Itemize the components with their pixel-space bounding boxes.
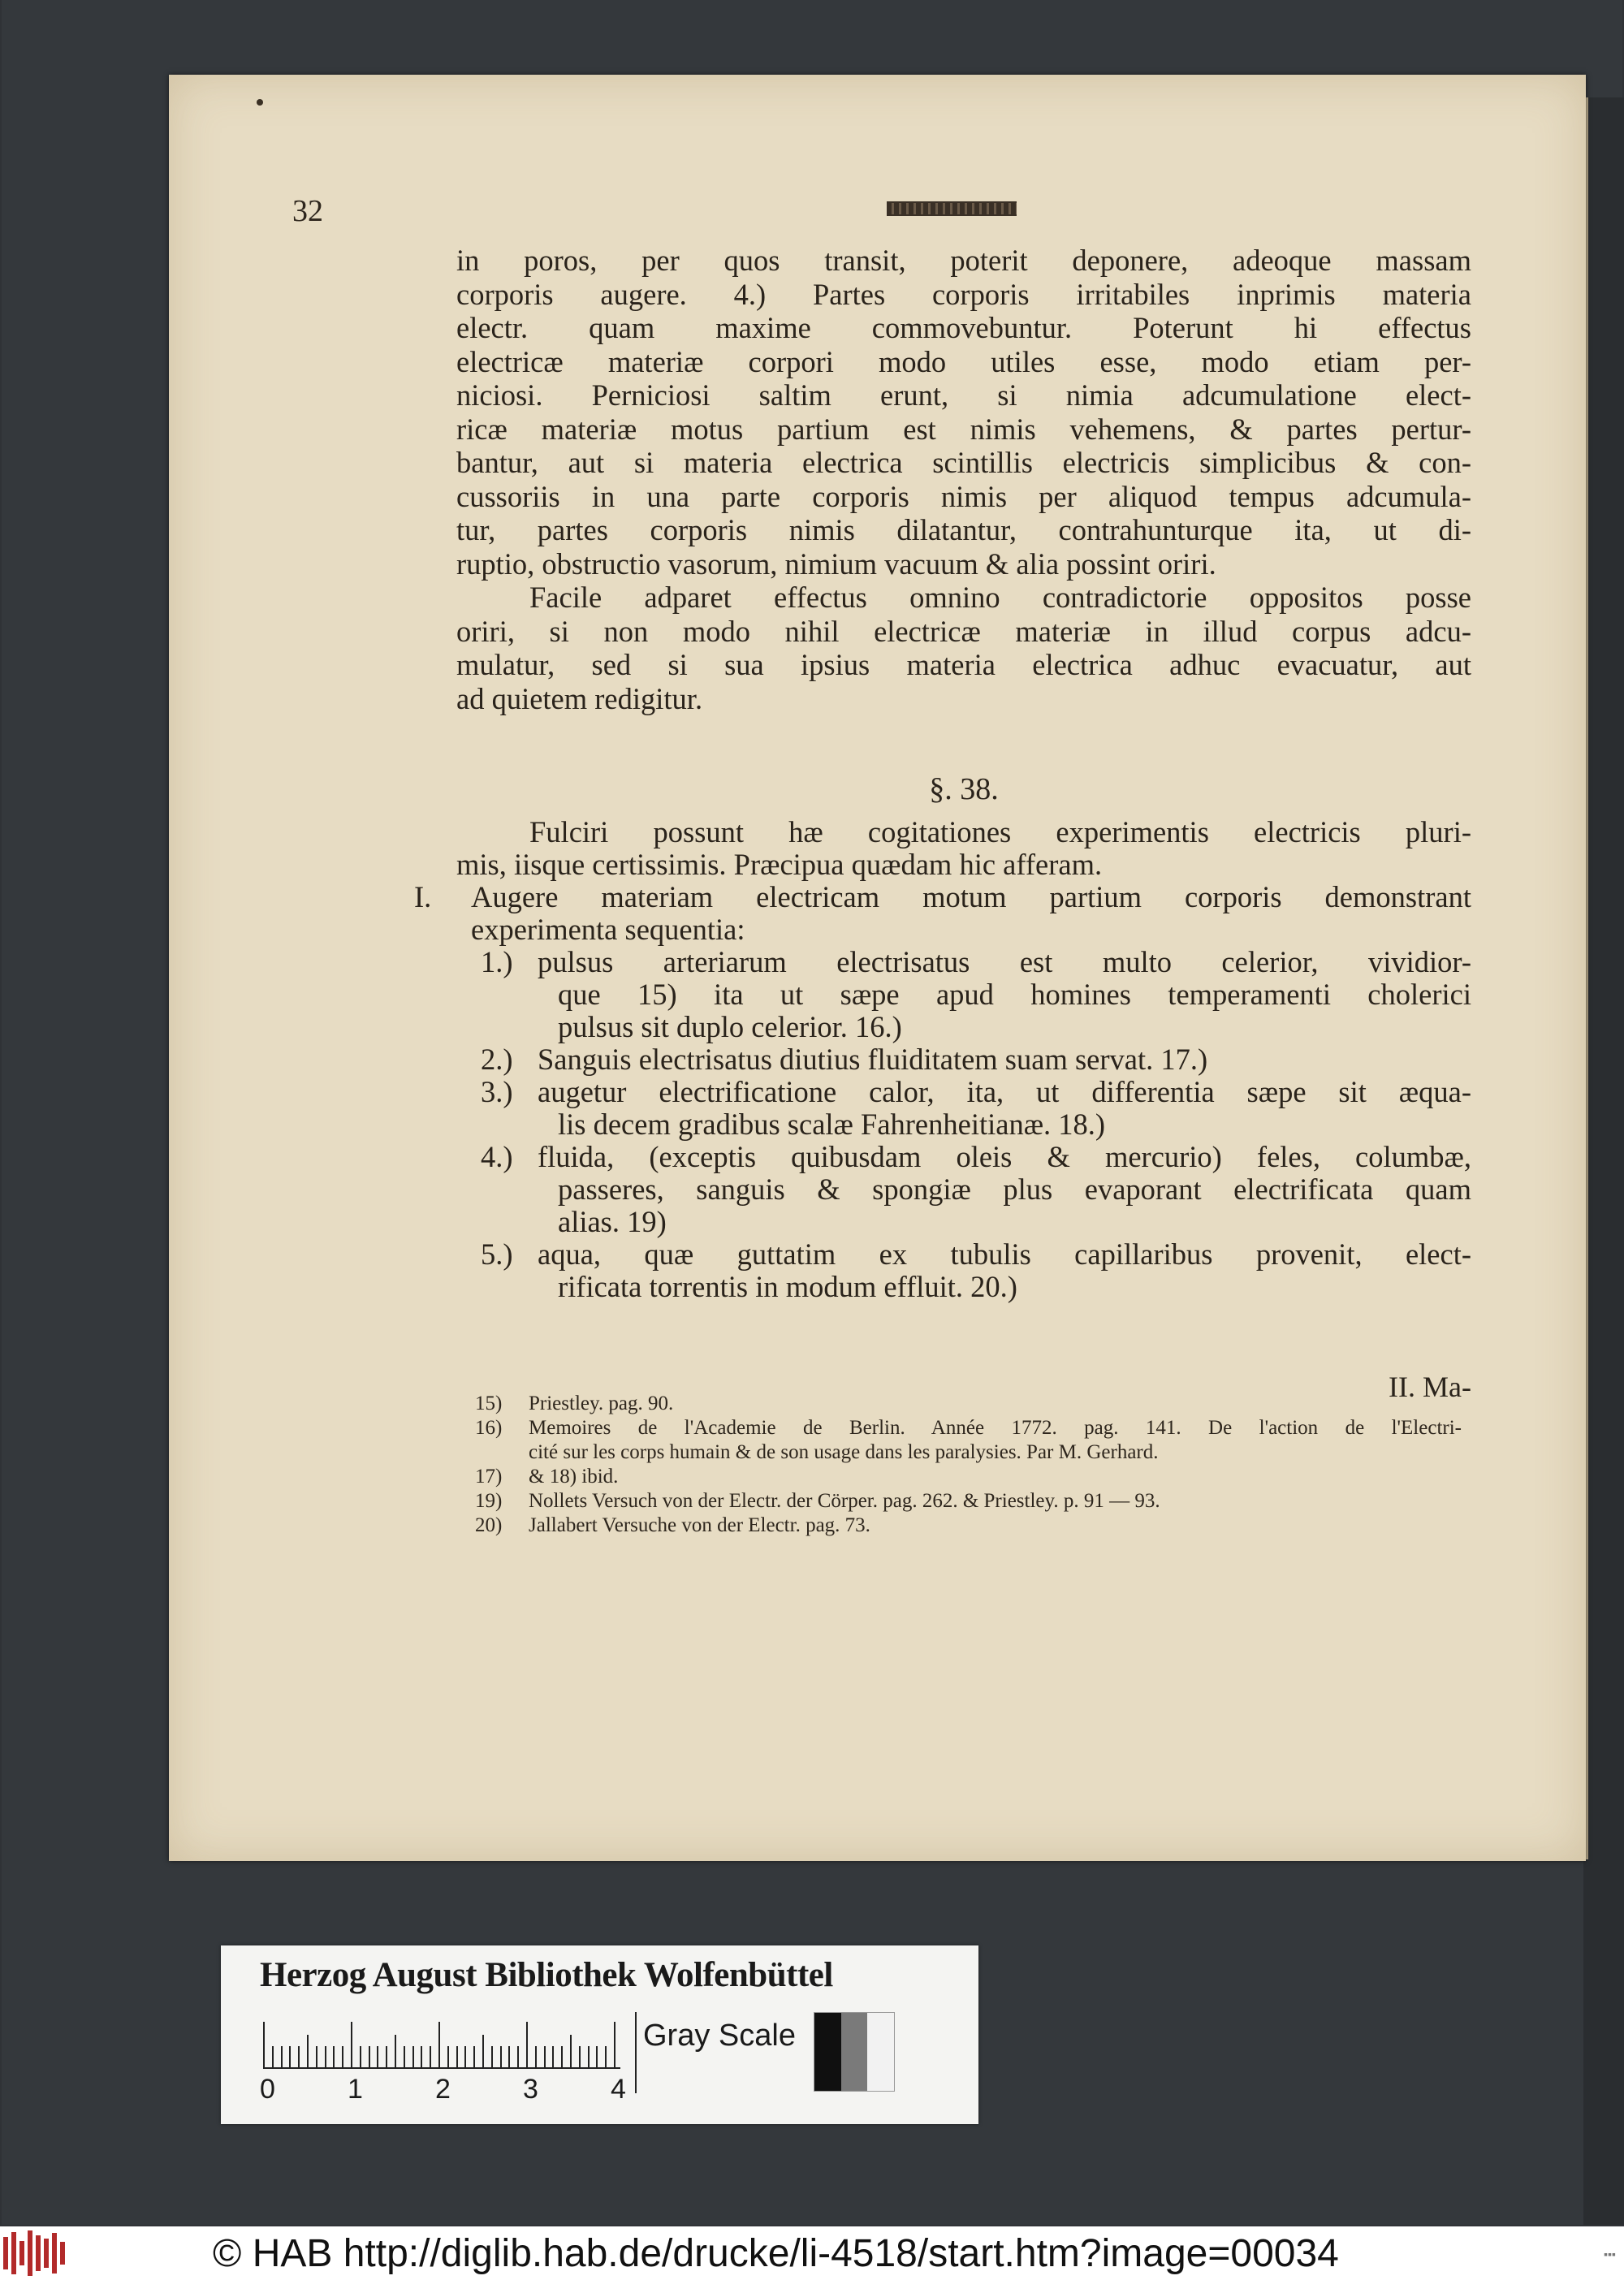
subitem-number: 1.) — [481, 946, 513, 978]
ruler-tick — [579, 2046, 581, 2067]
subitem-text: aqua, quæ guttatim ex tubulis capillaribus provenit, elect- — [538, 1238, 1471, 1271]
ruler-tick — [526, 2022, 528, 2067]
footnote-line — [475, 1514, 1462, 1538]
footer-bar — [0, 2226, 1624, 2280]
ruler-tick — [360, 2046, 361, 2067]
ruler-tick — [605, 2046, 607, 2067]
gray-patch — [841, 2013, 868, 2091]
ruler-label-0: 0 — [260, 2074, 275, 2105]
footnote-line — [475, 1416, 1462, 1440]
ruler-tick — [342, 2046, 343, 2067]
ruler-tick — [395, 2035, 396, 2067]
logo-bar — [44, 2239, 49, 2268]
hab-logo-icon — [3, 2230, 68, 2277]
subitem-line: alias. 19) — [558, 1206, 667, 1238]
subitem-line — [456, 1076, 1471, 1108]
ruler-tick — [298, 2046, 300, 2067]
logo-bar — [60, 2242, 65, 2265]
ruler-tick — [508, 2046, 510, 2067]
ruler-tick — [596, 2046, 598, 2067]
subitem-number: 2.) — [481, 1043, 513, 1076]
ruler-tick — [447, 2046, 449, 2067]
ruler-label-4: 4 — [611, 2074, 626, 2105]
page-spot — [257, 99, 263, 106]
footnote-text: & 18) ibid. — [529, 1466, 619, 1488]
ruler-tick — [369, 2046, 370, 2067]
ruler-tick — [473, 2046, 475, 2067]
text-line: tur, partes corporis nimis dilatantur, contrahunturque ita, ut di- — [456, 513, 1471, 546]
ruler-tick — [535, 2046, 537, 2067]
gray-patch — [867, 2013, 894, 2091]
text-line: oriri, si non modo nihil electricæ materiæ in illud corpus adcu- — [456, 614, 1471, 648]
text-line: ruptio, obstructio vasorum, nimium vacuum & alia possint oriri. — [456, 546, 1216, 581]
library-card — [221, 1945, 978, 2124]
page-header — [292, 193, 1478, 226]
ruler-tick — [544, 2046, 546, 2067]
subitem-line: que 15) ita ut sæpe apud homines temperamenti cholerici — [558, 978, 1471, 1011]
ruler-tick — [272, 2046, 274, 2067]
ruler-tick — [561, 2046, 563, 2067]
item-line: experimenta sequentia: — [471, 913, 745, 946]
footer-dots: ▪▪▪ — [1604, 2248, 1616, 2261]
ruler-tick — [517, 2046, 519, 2067]
subitem-text: pulsus arteriarum electrisatus est multo celerior, vividior- — [538, 946, 1471, 978]
paragraph-block-2 — [414, 816, 1471, 1303]
subitem-line — [456, 1238, 1471, 1271]
footnote-number: 19) — [475, 1490, 503, 1512]
footnote-text: Jallabert Versuche von der Electr. pag. 73. — [529, 1514, 870, 1536]
footnote-number: 20) — [475, 1514, 503, 1536]
ruler-tick — [289, 2046, 291, 2067]
subitem-line: lis decem gradibus scalæ Fahrenheitianæ. 18.) — [558, 1108, 1106, 1141]
text-line: Fulciri possunt hæ cogitationes experimentis electricis pluri- — [529, 816, 1471, 849]
card-separator — [635, 2012, 637, 2093]
ruler-label-3: 3 — [523, 2074, 538, 2105]
ruler-tick — [500, 2046, 502, 2067]
ruler-tick — [570, 2035, 572, 2067]
ruler-tick — [263, 2022, 265, 2067]
footnote-text: Nollets Versuch von der Electr. der Cörper. pag. 262. & Priestley. p. 91 — 93. — [529, 1490, 1160, 1512]
ruler-tick — [386, 2046, 387, 2067]
text-line: ricæ materiæ motus partium est nimis vehemens, & partes pertur- — [456, 412, 1471, 446]
section-heading: §. 38. — [929, 772, 999, 806]
text-line: ad quietem redigitur. — [456, 681, 703, 715]
ruler-tick — [482, 2035, 484, 2067]
text-line: mis, iisque certissimis. Præcipua quædam hic afferam. — [456, 849, 1103, 881]
ruler-tick — [430, 2046, 431, 2067]
footnote-text: Memoires de l'Academie de Berlin. Année 1772. pag. 141. De l'action de l'Electri- — [529, 1417, 1462, 1439]
gray-scale-label: Gray Scale — [643, 2019, 796, 2053]
ruler-tick — [421, 2046, 422, 2067]
subitem-line — [456, 1141, 1471, 1173]
ruler-label-1: 1 — [348, 2074, 363, 2105]
logo-bar — [52, 2233, 57, 2274]
ruler-labels — [260, 2074, 633, 2106]
footnotes — [475, 1392, 1462, 1538]
logo-bar — [28, 2230, 32, 2276]
subitem-number: 3.) — [481, 1076, 513, 1108]
ruler-tick — [404, 2046, 405, 2067]
logo-bar — [3, 2237, 8, 2269]
page-number: 32 — [292, 194, 323, 228]
text-line: bantur, aut si materia electrica scintillis electricis simplicibus & con- — [456, 446, 1471, 479]
library-name: Herzog August Bibliothek Wolfenbüttel — [260, 1956, 833, 1994]
text-line: mulatur, sed si sua ipsius materia electrica adhuc evacuatur, aut — [456, 648, 1471, 681]
ruler-tick — [464, 2046, 466, 2067]
footnote-text: Priestley. pag. 90. — [529, 1393, 674, 1414]
ruler-tick — [491, 2046, 493, 2067]
ruler-tick — [351, 2022, 352, 2067]
subitem-line: pulsus sit duplo celerior. 16.) — [558, 1011, 902, 1043]
text-line: niciosi. Perniciosi saltim erunt, si nimia adcumulatione elect- — [456, 378, 1471, 412]
logo-bar — [19, 2241, 24, 2265]
subitem-number: 4.) — [481, 1141, 513, 1173]
subitem-line — [456, 946, 1471, 978]
scale-ruler — [263, 2019, 620, 2069]
footnote-line: cité sur les corps humain & de son usage dans les paralysies. Par M. Gerhard. — [529, 1441, 1159, 1463]
text-line: Facile adparet effectus omnino contradictorie oppositos posse — [529, 581, 1471, 614]
item-line — [414, 881, 1471, 913]
subitem-text: fluida, (exceptis quibusdam oleis & mercurio) feles, columbæ, — [538, 1141, 1471, 1173]
gray-scale-patches — [814, 2012, 895, 2092]
subitem-line: passeres, sanguis & spongiæ plus evaporant electrificata quam — [558, 1173, 1471, 1206]
subitem-text: augetur electrificatione calor, ita, ut differentia sæpe sit æqua- — [538, 1076, 1471, 1108]
text-line: corporis augere. 4.) Partes corporis irritabiles inprimis materia — [456, 277, 1471, 311]
text-line: in poros, per quos transit, poterit deponere, adeoque massam — [456, 244, 1471, 277]
logo-bar — [11, 2232, 16, 2274]
footnote-number: 16) — [475, 1417, 503, 1439]
subitem-text: Sanguis electrisatus diutius fluiditatem suam servat. 17.) — [538, 1043, 1208, 1076]
ruler-tick — [412, 2046, 414, 2067]
copyright-link[interactable]: © HAB http://diglib.hab.de/drucke/li-4518/start.htm?image=00034 — [213, 2232, 1339, 2275]
item-text: Augere materiam electricam motum partium corporis demonstrant — [471, 881, 1471, 913]
ruler-tick — [552, 2046, 554, 2067]
ruler-tick — [307, 2035, 309, 2067]
ruler-tick — [588, 2046, 590, 2067]
item-number: I. — [414, 881, 432, 913]
subitem-line: rificata torrentis in modum effluit. 20.) — [558, 1271, 1017, 1303]
header-ornament — [887, 201, 1017, 216]
text-line: cussoriis in una parte corporis nimis per aliquod tempus adcumula- — [456, 479, 1471, 513]
footnote-line — [475, 1489, 1462, 1514]
ruler-tick — [614, 2022, 615, 2067]
text-line: electr. quam maxime commovebuntur. Poterunt hi effectus — [456, 311, 1471, 344]
subitem-number: 5.) — [481, 1238, 513, 1271]
catchword: II. Ma- — [1389, 1371, 1471, 1403]
paragraph-block-1 — [456, 244, 1471, 715]
subitem-line — [456, 1043, 1471, 1076]
ruler-tick — [333, 2046, 335, 2067]
footnote-number: 17) — [475, 1466, 503, 1488]
footnote-line — [475, 1465, 1462, 1489]
footnote-number: 15) — [475, 1393, 503, 1414]
ruler-tick — [325, 2046, 326, 2067]
ruler-tick — [438, 2022, 440, 2067]
ruler-label-2: 2 — [435, 2074, 451, 2105]
logo-bar — [36, 2235, 41, 2271]
ruler-tick — [456, 2046, 458, 2067]
text-line: electricæ materiæ corpori modo utiles esse, modo etiam per- — [456, 344, 1471, 378]
ruler-tick — [281, 2046, 283, 2067]
ruler-tick — [316, 2046, 317, 2067]
ruler-tick — [377, 2046, 378, 2067]
gray-patch — [814, 2013, 841, 2091]
scan-board-edge — [1583, 97, 1624, 2225]
footnote-line — [475, 1392, 1462, 1416]
